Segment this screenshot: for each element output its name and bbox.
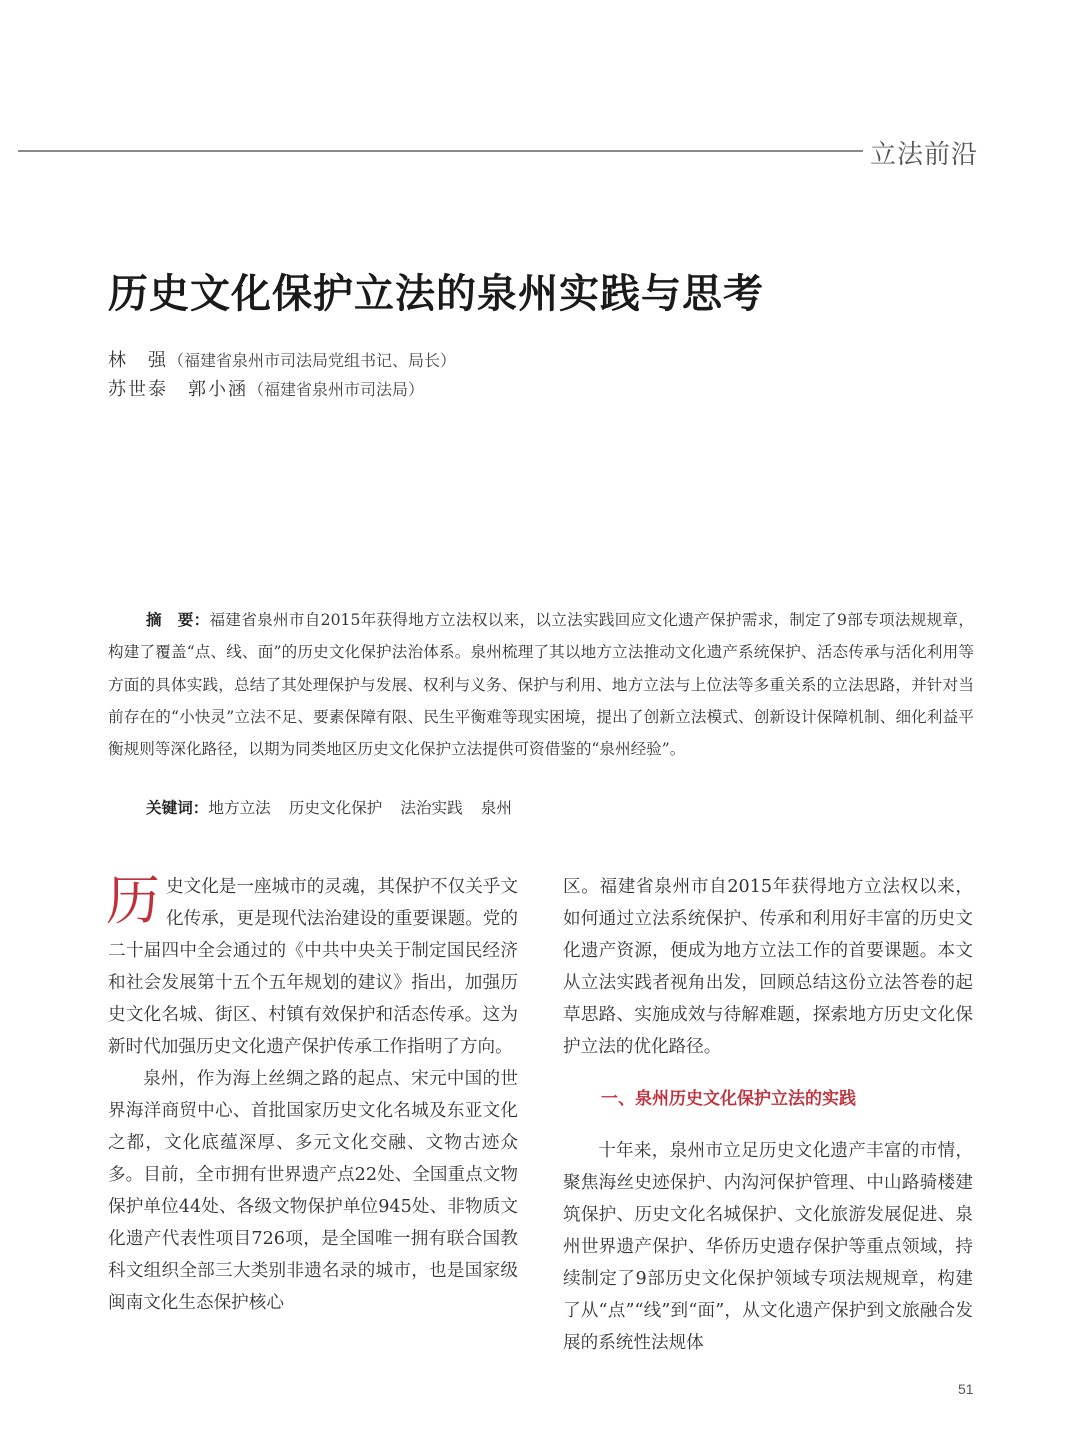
abstract: [108, 604, 974, 765]
keyword: 地方立法: [208, 799, 271, 817]
keywords-label: 关键词：: [146, 799, 209, 817]
article-title: 历史文化保护立法的泉州实践与思考: [108, 270, 764, 317]
section-heading: 一、泉州历史文化保护立法的实践: [601, 1089, 856, 1109]
author-block: [108, 346, 456, 404]
body-paragraph: [108, 871, 518, 1063]
body-paragraph: 区。福建省泉州市自2015年获得地方立法权以来，如何通过立法系统保护、传承和利用好丰富的历史文化遗产资源，便成为地方立法工作的首要课题。本文从立法实践者视角出发，回顾总结这份立法答卷的起草思路、实施成效与待解难题，探索地方历史文化保护立法的优化路径。: [563, 877, 973, 1057]
abstract-label: 摘 要：: [146, 611, 210, 629]
author-name: 林 强: [108, 350, 168, 371]
keyword: 法治实践: [400, 799, 463, 817]
author-name: 苏世泰 郭小涵: [108, 379, 248, 400]
abstract-text: 福建省泉州市自2015年获得地方立法权以来，以立法实践回应文化遗产保护需求，制定了9部专项法规规章，构建了覆盖“点、线、面”的历史文化保护法治体系。泉州梳理了其以地方立法推动文化遗产系统保护、活态传承与活化利用等方面的具体实践，总结了其处理保护与发展、权利与义务、保护与利用、地方立法与上位法等多重关系的立法思路，并针对当前存在的“小快灵”立法不足、要素保障有限、民生平衡难等现实困境，提出了创新立法模式、创新设计保障机制、细化利益平衡规则等深化路径，以期为同类地区历史文化保护立法提供可资借鉴的“泉州经验”。: [108, 611, 974, 759]
keyword: 泉州: [480, 799, 512, 817]
header-rule: [18, 150, 863, 152]
keyword: 历史文化保护: [288, 799, 383, 817]
section-label: 立法前沿: [870, 140, 979, 170]
body-column-right: [563, 871, 973, 1359]
keywords: [146, 796, 530, 818]
author-affiliation: （福建省泉州市司法局）: [248, 380, 425, 399]
page-number: 51: [958, 1381, 974, 1397]
author-affiliation: （福建省泉州市司法局党组书记、局长）: [168, 351, 457, 370]
drop-cap: 历: [106, 869, 160, 932]
author-line-2: [108, 375, 456, 404]
body-column-left: [108, 871, 518, 1319]
body-paragraph: 泉州，作为海上丝绸之路的起点、宋元中国的世界海洋商贸中心、首批国家历史文化名城及东亚文化之都，文化底蕴深厚、多元文化交融、文物古迹众多。目前，全市拥有世界遗产点22处、全国重点文物保护单位44处、各级文物保护单位945处、非物质文化遗产代表性项目726项，是全国唯一拥有联合国教科文组织全部三大类别非遗名录的城市，也是国家级闽南文化生态保护核心: [108, 1069, 518, 1313]
paragraph-text: 史文化是一座城市的灵魂，其保护不仅关乎文化传承，更是现代法治建设的重要课题。党的二十届四中全会通过的《中共中央关于制定国民经济和社会发展第十五个五年规划的建议》指出，加强历史文化名城、街区、村镇有效保护和活态传承。这为新时代加强历史文化遗产保护传承工作指明了方向。: [108, 877, 518, 1057]
author-line-1: [108, 346, 456, 375]
body-paragraph: 十年来，泉州市立足历史文化遗产丰富的市情，聚焦海丝史迹保护、内沟河保护管理、中山路骑楼建筑保护、历史文化名城保护、文化旅游发展促进、泉州世界遗产保护、华侨历史遗存保护等重点领域，持续制定了9部历史文化保护领域专项法规规章，构建了从“点”“线”到“面”，从文化遗产保护到文旅融合发展的系统性法规体: [563, 1141, 973, 1353]
